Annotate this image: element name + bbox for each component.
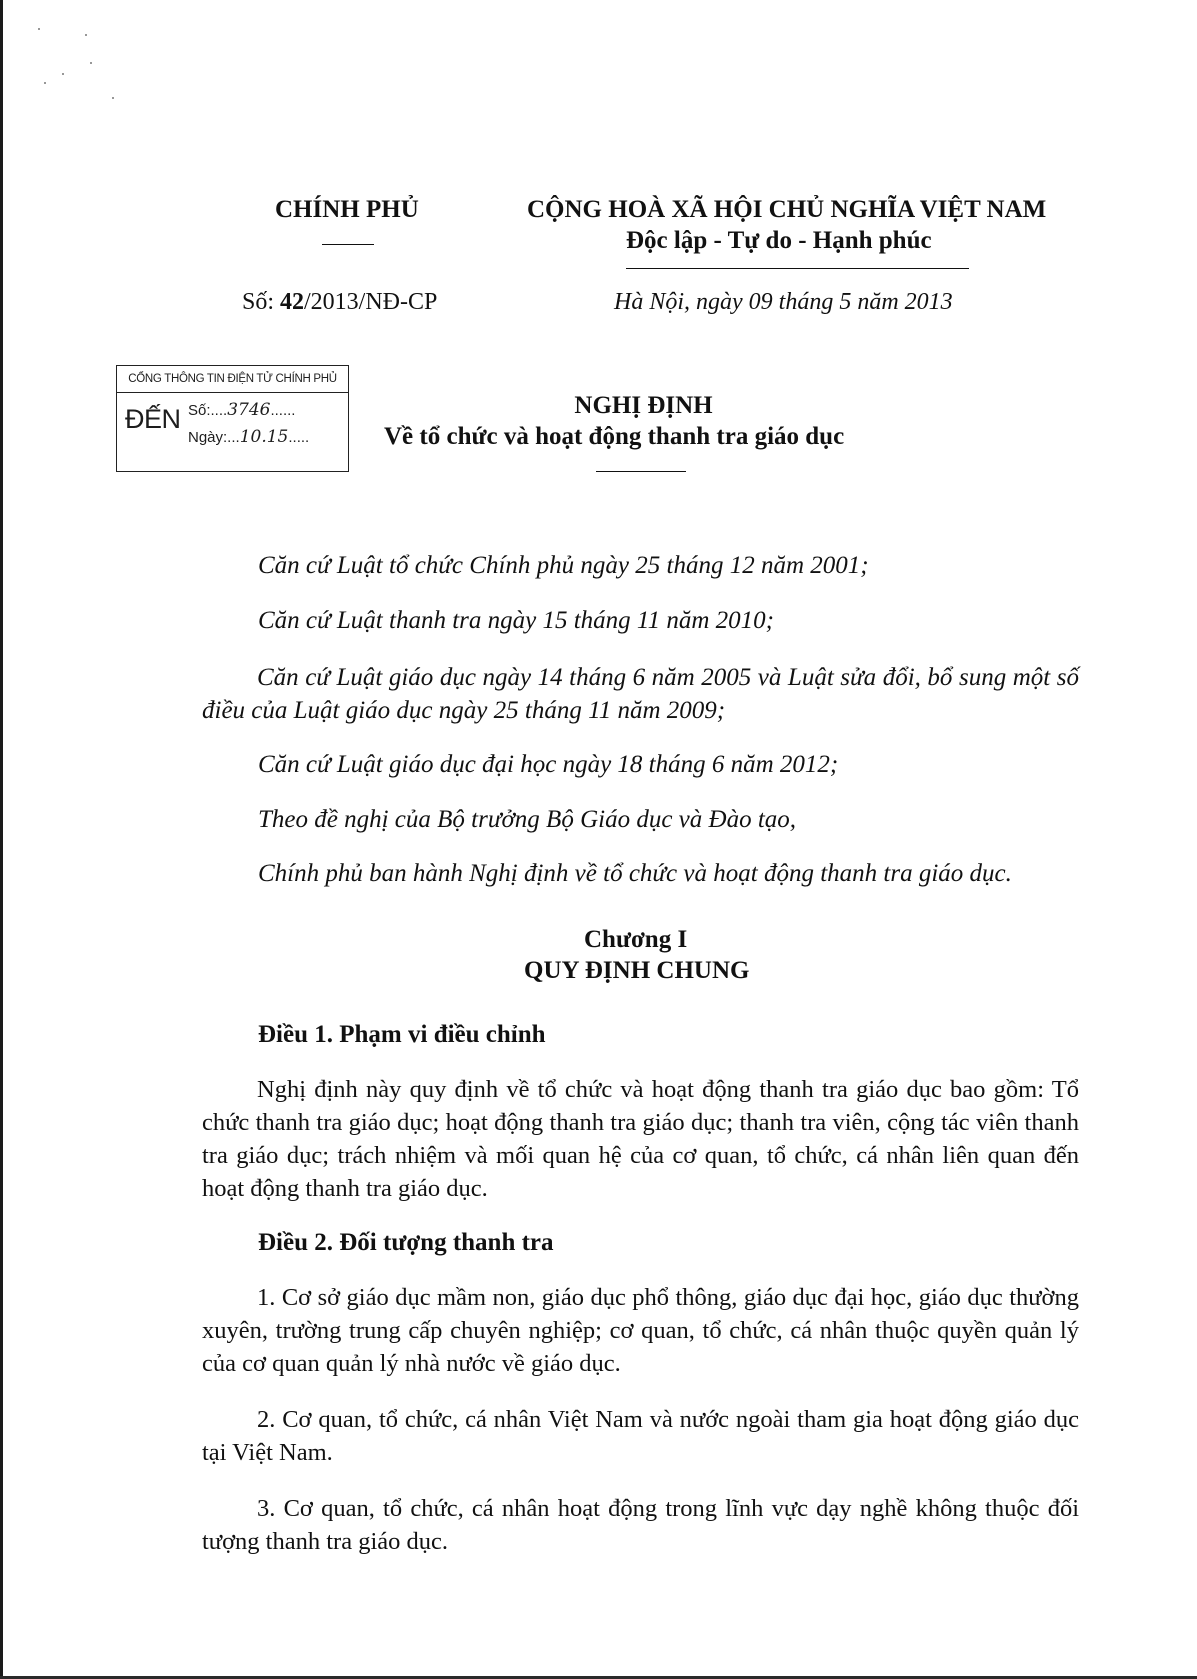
scan-speck <box>85 34 87 36</box>
scan-speck <box>112 97 114 99</box>
chapter-name: QUY ĐỊNH CHUNG <box>524 957 750 984</box>
preamble-line: Theo đề nghị của Bộ trưởng Bộ Giáo dục và Đào tạo, <box>258 806 797 833</box>
stamp-number-value: 3746 <box>227 400 271 420</box>
stamp-den: ĐẾN <box>125 404 181 434</box>
preamble-line: Chính phủ ban hành Nghị định về tổ chức và hoạt động thanh tra giáo dục. <box>258 860 1012 887</box>
title-underline <box>596 471 686 472</box>
place-date: Hà Nội, ngày 09 tháng 5 năm 2013 <box>614 289 953 315</box>
country-name: CỘNG HOÀ XÃ HỘI CHỦ NGHĨA VIỆT NAM <box>527 196 1047 223</box>
article-heading: Điều 1. Phạm vi điều chỉnh <box>258 1021 546 1048</box>
preamble-line: Căn cứ Luật thanh tra ngày 15 tháng 11 năm 2010; <box>258 607 774 634</box>
stamp-date-value: 10.15 <box>239 427 289 447</box>
document-type: NGHỊ ĐỊNH <box>574 392 713 419</box>
article-paragraph: 1. Cơ sở giáo dục mầm non, giáo dục phổ thông, giáo dục đại học, giáo dục thường xuyên, trường trung cấp chuyên nghiệp; cơ quan, tổ chức, cá nhân thuộc quyền quản lý của cơ quan quản lý nhà nước về giáo dục. <box>202 1284 1079 1377</box>
scan-speck <box>90 62 92 64</box>
stamp-date-line: Ngày:...10.15..... <box>188 427 310 447</box>
issuing-agency: CHÍNH PHỦ <box>275 196 419 223</box>
motto-underline <box>626 268 969 269</box>
national-motto: Độc lập - Tự do - Hạnh phúc <box>626 227 932 254</box>
article-paragraph: 2. Cơ quan, tổ chức, cá nhân Việt Nam và nước ngoài tham gia hoạt động giáo dục tại Việt Nam. <box>202 1406 1079 1466</box>
preamble-line: Căn cứ Luật giáo dục đại học ngày 18 tháng 6 năm 2012; <box>258 751 839 778</box>
article-heading: Điều 2. Đối tượng thanh tra <box>258 1229 554 1256</box>
article-paragraph: 3. Cơ quan, tổ chức, cá nhân hoạt động trong lĩnh vực dạy nghề không thuộc đối tượng thanh tra giáo dục. <box>202 1495 1079 1555</box>
preamble-line: Căn cứ Luật giáo dục ngày 14 tháng 6 năm 2005 và Luật sửa đổi, bổ sung một số điều của Luật giáo dục ngày 25 tháng 11 năm 2009; <box>202 664 1079 724</box>
document-number: Số: 42/2013/NĐ-CP <box>242 289 438 315</box>
scan-left-edge <box>0 0 3 1679</box>
scan-speck <box>44 82 46 84</box>
agency-underline <box>322 244 374 245</box>
chapter-number: Chương I <box>584 926 688 953</box>
article-paragraph: Nghị định này quy định về tổ chức và hoạt động thanh tra giáo dục bao gồm: Tổ chức thanh tra giáo dục; hoạt động thanh tra giáo dục; thanh tra viên, cộng tác viên thanh tra giáo dục; trách nhiệm và mối quan hệ của cơ quan, tổ chức, cá nhân liên quan đến hoạt động thanh tra giáo dục. <box>202 1076 1079 1202</box>
stamp-number-line: Số:....3746...... <box>188 400 296 420</box>
scan-speck <box>62 73 64 75</box>
scan-speck <box>38 28 40 30</box>
document-subject: Về tổ chức và hoạt động thanh tra giáo dục <box>384 423 845 450</box>
preamble-line: Căn cứ Luật tổ chức Chính phủ ngày 25 tháng 12 năm 2001; <box>258 552 869 579</box>
stamp-portal-name: CỔNG THÔNG TIN ĐIỆN TỬ CHÍNH PHỦ <box>117 366 348 393</box>
